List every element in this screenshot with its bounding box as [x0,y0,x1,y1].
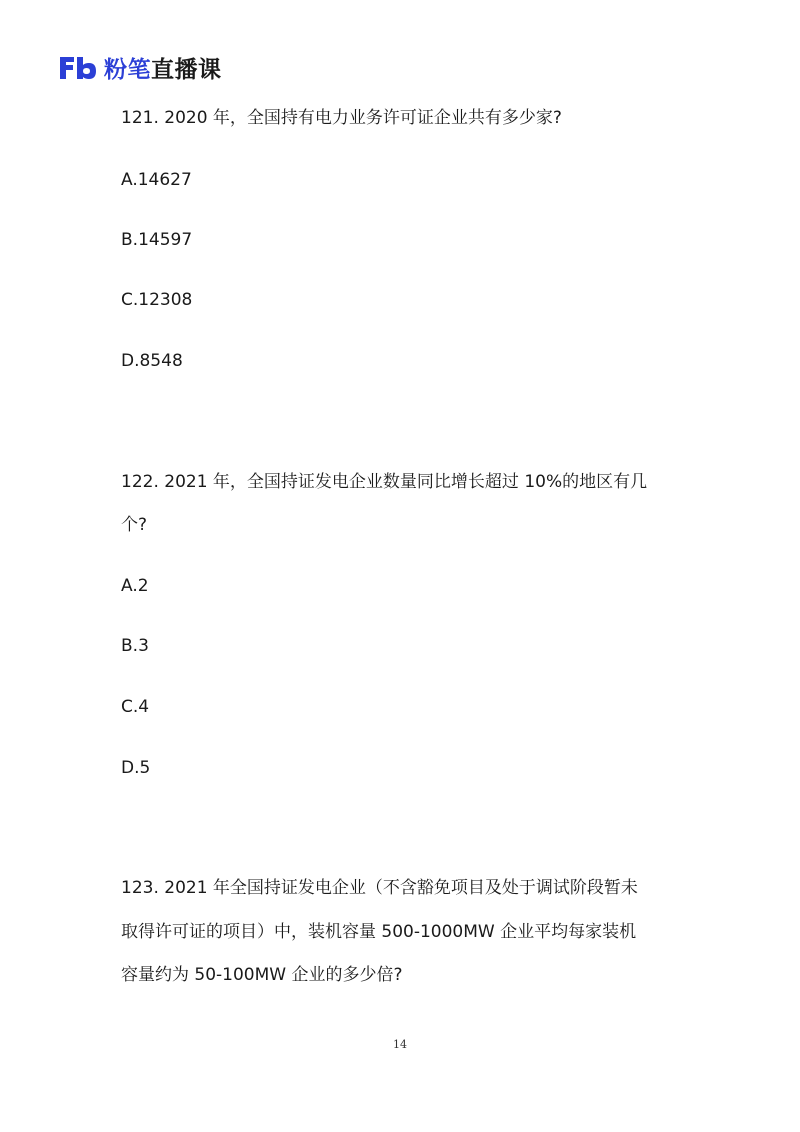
question-123-stem-line-3: 容量约为 50-100MW 企业的多少倍? [121,965,403,985]
question-122-stem-line-2: 个? [121,515,148,535]
question-122-option-d: D.5 [121,758,151,778]
question-121-stem: 121. 2020 年，全国持有电力业务许可证企业共有多少家? [121,108,562,128]
question-123-stem-line-2: 取得许可证的项目）中，装机容量 500-1000MW 企业平均每家装机 [121,922,637,942]
logo-brand: 粉笔 [104,56,151,83]
question-122-option-a: A.2 [121,576,149,596]
logo-tagline: 直播课 [151,56,222,83]
logo-text [104,51,222,84]
question-121-option-c: C.12308 [121,290,193,310]
brand-logo [58,52,222,82]
question-123-stem-line-1: 123. 2021 年全国持证发电企业（不含豁免项目及处于调试阶段暂未 [121,878,638,898]
fb-logo-icon [58,53,98,81]
page-number: 14 [393,1038,407,1051]
question-122-option-b: B.3 [121,636,149,656]
question-122-stem-line-1: 122. 2021 年，全国持证发电企业数量同比增长超过 10%的地区有几 [121,472,648,492]
question-122-option-c: C.4 [121,697,150,717]
question-121-option-a: A.14627 [121,170,192,190]
question-121-option-d: D.8548 [121,351,183,371]
question-121-option-b: B.14597 [121,230,193,250]
